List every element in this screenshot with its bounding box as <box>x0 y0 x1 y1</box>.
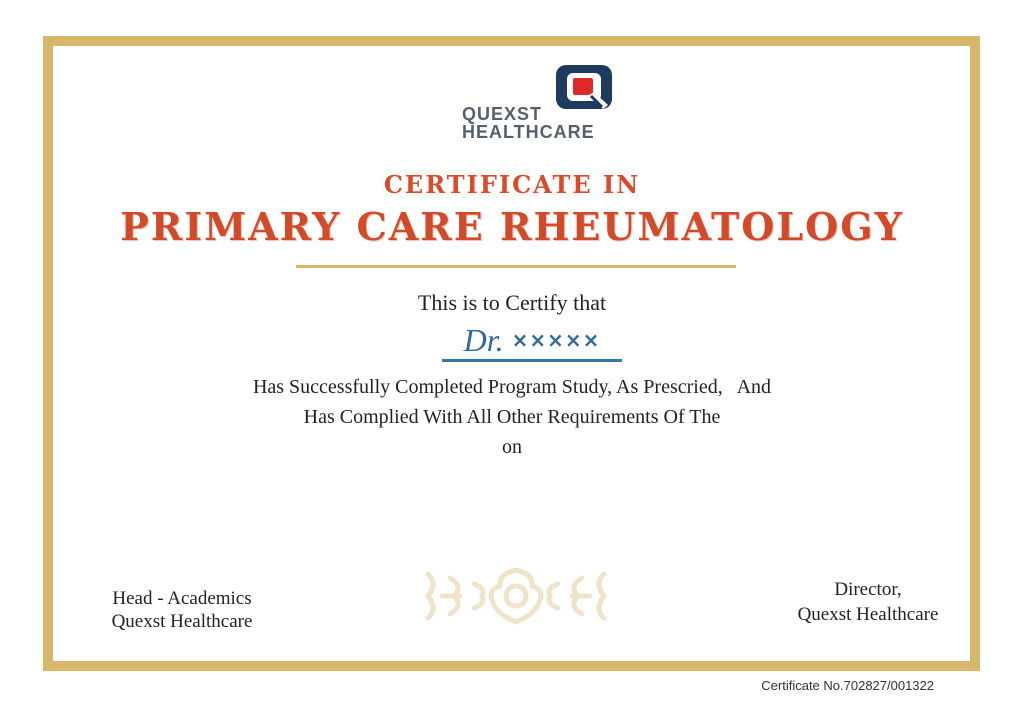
signature-right-org: Quexst Healthcare <box>797 604 939 625</box>
decorative-flourish-icon <box>424 564 608 628</box>
signature-left-org: Quexst Healthcare <box>111 611 253 632</box>
company-logo <box>460 64 630 144</box>
body-line-1: Has Successfully Completed Program Study, As Prescried, And <box>252 376 772 398</box>
signature-left <box>100 587 264 633</box>
signature-left-title: Head - Academics <box>112 588 252 609</box>
signature-right-title: Director, <box>834 579 902 600</box>
certificate-number: Certificate No.702827/001322 <box>761 678 934 693</box>
recipient-name: ××××× <box>511 328 601 352</box>
body-line-3: on <box>502 436 522 458</box>
title-divider <box>296 265 736 268</box>
quexst-q-logo-icon <box>556 65 612 113</box>
certificate-subtitle: CERTIFICATE IN <box>383 170 641 199</box>
body-line-2: Has Complied With All Other Requirements Of The <box>303 406 721 428</box>
certify-text: This is to Certify that <box>417 290 607 315</box>
recipient-prefix: Dr. <box>463 322 504 358</box>
logo-text-line2: HEALTHCARE <box>462 122 595 142</box>
logo-text-line1: QUEXST <box>462 104 543 124</box>
certificate-title: PRIMARY CARE RHEUMATOLOGY <box>120 204 904 249</box>
certificate-body <box>0 372 1024 462</box>
recipient-name-field <box>442 321 622 362</box>
signature-right <box>790 577 946 627</box>
